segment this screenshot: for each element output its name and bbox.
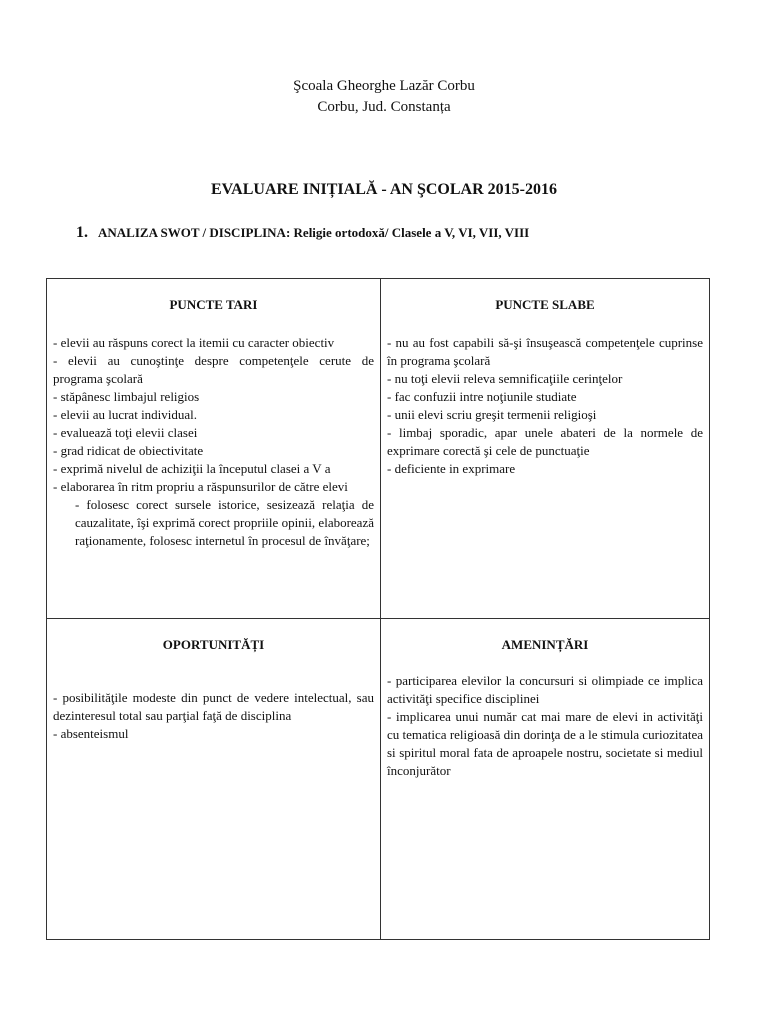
strength-item: - exprimă nivelul de achiziţii la începutul clasei a V a — [53, 461, 331, 476]
strengths-list — [53, 334, 374, 550]
weakness-item: - unii elevi scriu greşit termenii religioşi — [387, 407, 597, 422]
strengths-heading: PUNCTE TARI — [169, 297, 258, 312]
strength-item: - elevii au lucrat individual. — [53, 407, 198, 422]
school-location: Corbu, Jud. Constanța — [317, 99, 451, 115]
weakness-item: - fac confuzii intre noţiunile studiate — [387, 389, 577, 404]
swot-table — [46, 278, 710, 940]
opportunity-item: - posibilităţile modeste din punct de vedere intelectual, sau dezinteresul total sau parţial faţă de disciplina — [53, 690, 374, 723]
threats-cell — [381, 619, 709, 939]
weaknesses-heading: PUNCTE SLABE — [495, 297, 595, 312]
section-label-detail: Religie ortodoxă/ Clasele a V, VI, VII, VIII — [293, 225, 530, 240]
opportunity-item: - absenteismul — [53, 726, 129, 741]
opportunities-list — [53, 689, 374, 743]
weakness-item: - deficiente in exprimare — [387, 461, 516, 476]
document-title: EVALUARE INIȚIALĂ - AN ŞCOLAR 2015-2016 — [211, 181, 557, 198]
threat-item: - participarea elevilor la concursuri si olimpiade ce implica activităţi specifice disciplinei — [387, 673, 703, 706]
strength-item: - evaluează toţi elevii clasei — [53, 425, 198, 440]
section-label-prefix: ANALIZA SWOT / DISCIPLINA: — [98, 225, 294, 240]
strength-item: - grad ridicat de obiectivitate — [53, 443, 204, 458]
strength-item: - folosesc corect sursele istorice, sesizează relaţia de cauzalitate, îşi exprimă corect propriile opinii, elaborează raţionamente, folosesc internetul în procesul de învăţare; — [75, 497, 374, 548]
strength-item: - elevii au răspuns corect la itemii cu caracter obiectiv — [53, 335, 335, 350]
school-name: Şcoala Gheorghe Lazăr Corbu — [293, 78, 475, 94]
section-heading — [76, 224, 529, 242]
strength-item: - stăpânesc limbajul religios — [53, 389, 200, 404]
weakness-item: - limbaj sporadic, apar unele abateri de la normele de exprimare corectă şi cele de punctuaţie — [387, 425, 703, 458]
strength-item: - elevii au cunoştinţe despre competenţele cerute de programa şcolară — [53, 353, 374, 386]
strength-item: - elaborarea în ritm propriu a răspunsurilor de către elevi — [53, 479, 348, 494]
threat-item: - implicarea unui număr cat mai mare de elevi in activităţi cu tematica religioasă din dorinţa de a le stimula curiozitatea si spiritul moral fata de aproapele nostru, societate si mediul înconjurător — [387, 709, 703, 778]
strengths-cell — [47, 279, 381, 619]
threats-list — [387, 672, 703, 780]
section-number: 1. — [76, 224, 88, 241]
opportunities-heading: OPORTUNITĂȚI — [162, 637, 265, 652]
threats-heading: AMENINȚĂRI — [501, 637, 589, 652]
weakness-item: - nu toţi elevii releva semnificaţiile cerinţelor — [387, 371, 623, 386]
weaknesses-cell — [381, 279, 709, 619]
weaknesses-list — [387, 334, 703, 478]
opportunities-cell — [47, 619, 381, 939]
weakness-item: - nu au fost capabili să-şi însuşească competenţele cuprinse în programa şcolară — [387, 335, 703, 368]
